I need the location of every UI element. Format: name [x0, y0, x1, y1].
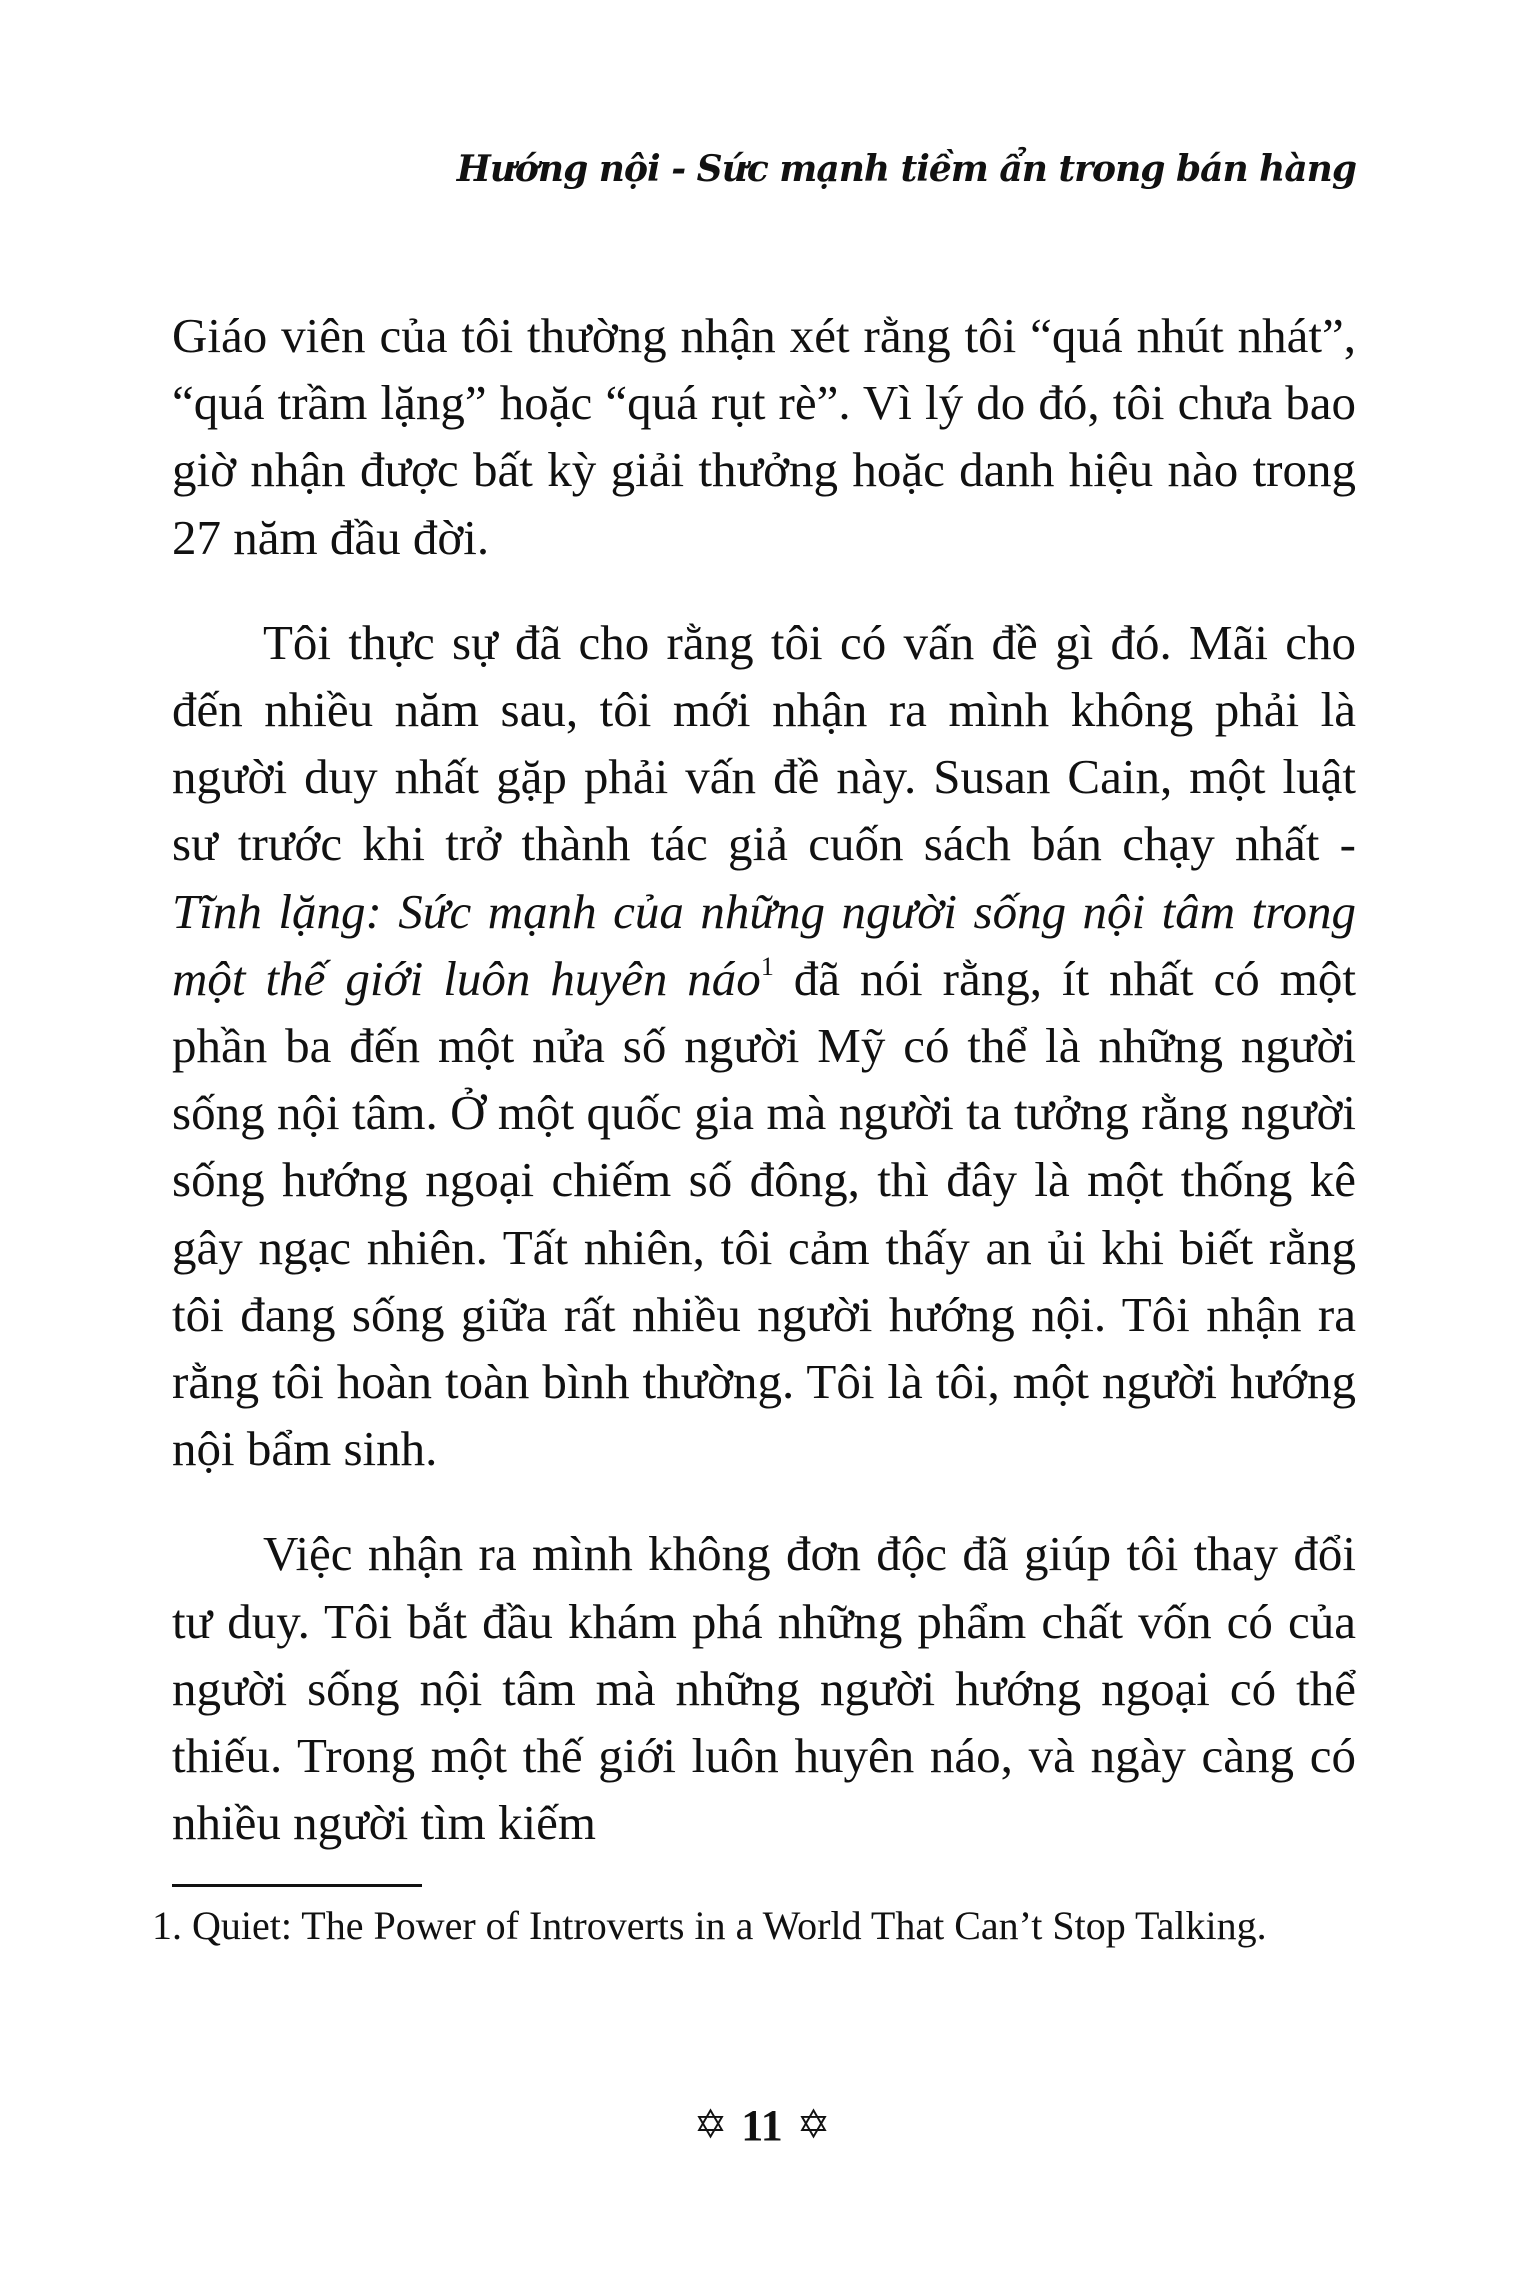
footnote: 1. Quiet: The Power of Introverts in a World That Can’t Stop Talking. — [152, 1903, 1267, 1948]
footnote-divider — [172, 1884, 422, 1887]
star-of-david-icon: ✡ — [796, 2102, 831, 2148]
paragraph-2 — [172, 609, 1356, 1483]
paragraph-2-text-before: Tôi thực sự đã cho rằng tôi có vấn đề gì đó. Mãi cho đến nhiều năm sau, tôi mới nhận ra mình không phải là người duy nhất gặp phải vấn đề này. Susan Cain, một luật sư trước khi trở thành tác giả cuốn sách bán chạy nhất - — [172, 614, 1356, 872]
page-number: 11 — [741, 2101, 783, 2150]
paragraph-3: Việc nhận ra mình không đơn độc đã giúp tôi thay đổi tư duy. Tôi bắt đầu khám phá những phẩm chất vốn có của người sống nội tâm mà những người hướng ngoại có thể thiếu. Trong một thế giới luôn huyên náo, và ngày càng có nhiều người tìm kiếm — [172, 1526, 1356, 1851]
running-header: Hướng nội - Sức mạnh tiềm ẩn trong bán hàng — [456, 148, 1356, 190]
footnote-reference: 1 — [760, 951, 774, 981]
body-text — [172, 302, 1356, 1856]
book-title: Tĩnh lặng: Sức mạnh của những người sống nội tâm trong một thế giới luôn huyên náo — [172, 883, 1356, 1006]
paragraph-2-text-after: đã nói rằng, ít nhất có một phần ba đến một nửa số người Mỹ có thể là những người sống nội tâm. Ở một quốc gia mà người ta tưởng rằng người sống hướng ngoại chiếm số đông, thì đây là một thống kê gây ngạc nhiên. Tất nhiên, tôi cảm thấy an ủi khi biết rằng tôi đang sống giữa rất nhiều người hướng nội. Tôi nhận ra rằng tôi hoàn toàn bình thường. Tôi là tôi, một người hướng nội bẩm sinh. — [172, 950, 1356, 1477]
page-footer — [0, 2100, 1524, 2151]
paragraph-1: Giáo viên của tôi thường nhận xét rằng tôi “quá nhút nhát”, “quá trầm lặng” hoặc “quá rụt rè”. Vì lý do đó, tôi chưa bao giờ nhận được bất kỳ giải thưởng hoặc danh hiệu nào trong 27 năm đầu đời. — [172, 308, 1356, 565]
star-of-david-icon: ✡ — [693, 2102, 728, 2148]
